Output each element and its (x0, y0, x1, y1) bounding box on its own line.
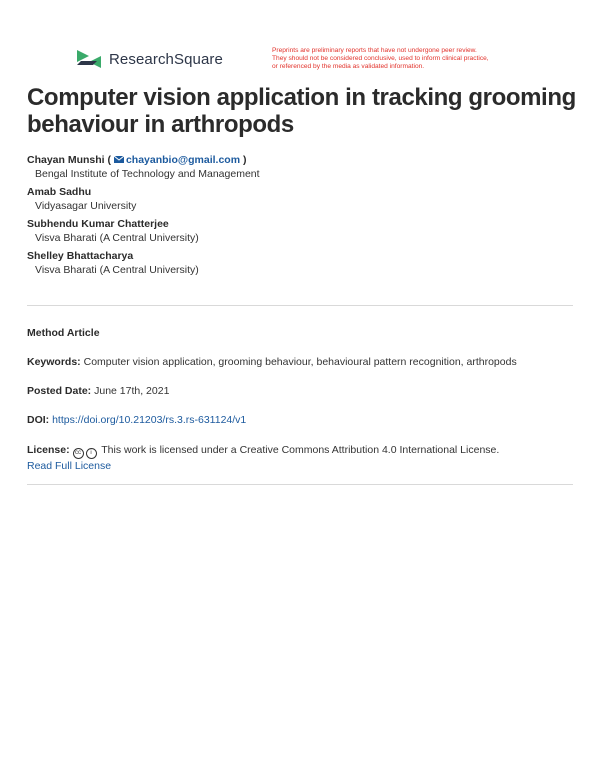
logo-text: ResearchSquare (109, 50, 223, 68)
author-affiliation: Bengal Institute of Technology and Management (35, 168, 260, 180)
notice-line: They should not be considered conclusive, used to inform clinical practice, (272, 55, 489, 62)
divider (27, 305, 573, 306)
email-close: ) (240, 154, 247, 166)
author-affiliation: Visva Bharati (A Central University) (35, 264, 199, 276)
license-label: License: (27, 444, 70, 456)
keywords-value: Computer vision application, grooming behaviour, behavioural pattern recognition, arthropods (80, 356, 517, 368)
envelope-icon (114, 156, 124, 163)
notice-line: Preprints are preliminary reports that have not undergone peer review. (272, 47, 477, 54)
author-entry (27, 153, 577, 181)
author-name: Shelley Bhattacharya (27, 250, 134, 262)
author-name: Subhendu Kumar Chatterjee (27, 218, 169, 230)
license-text: This work is licensed under a Creative Commons Attribution 4.0 International License. (98, 444, 500, 456)
article-type: Method Article (27, 327, 100, 339)
author-entry (27, 249, 577, 277)
author-affiliation: Visva Bharati (A Central University) (35, 232, 199, 244)
email-open: ( (107, 154, 112, 166)
notice-line: or referenced by the media as validated information. (272, 63, 425, 70)
author-email-link[interactable]: chayanbio@gmail.com (125, 154, 241, 166)
preprint-notice (272, 47, 552, 71)
doi-row (27, 413, 573, 427)
article-title: Computer vision application in tracking grooming behaviour in arthropods (27, 84, 576, 138)
keywords-row (27, 355, 573, 369)
posted-date-row (27, 384, 573, 398)
author-name: Amab Sadhu (27, 186, 92, 198)
author-entry (27, 217, 577, 245)
author-name: Chayan Munshi (27, 154, 105, 166)
creative-commons-icon: cc (73, 448, 84, 459)
read-full-license-link[interactable]: Read Full License (27, 460, 112, 472)
license-row (27, 443, 573, 473)
posted-date-label: Posted Date: (27, 385, 92, 397)
posted-date-value: June 17th, 2021 (91, 385, 170, 397)
divider (27, 484, 573, 485)
research-square-logo-icon (75, 48, 103, 70)
keywords-label: Keywords: (27, 356, 81, 368)
doi-link[interactable]: https://doi.org/10.21203/rs.3.rs-631124/v1 (52, 414, 247, 426)
attribution-icon: i (86, 448, 97, 459)
author-entry (27, 185, 577, 213)
author-list (27, 153, 577, 281)
research-square-logo[interactable] (75, 48, 223, 70)
author-affiliation: Vidyasagar University (35, 200, 137, 212)
doi-label: DOI: (27, 414, 50, 426)
